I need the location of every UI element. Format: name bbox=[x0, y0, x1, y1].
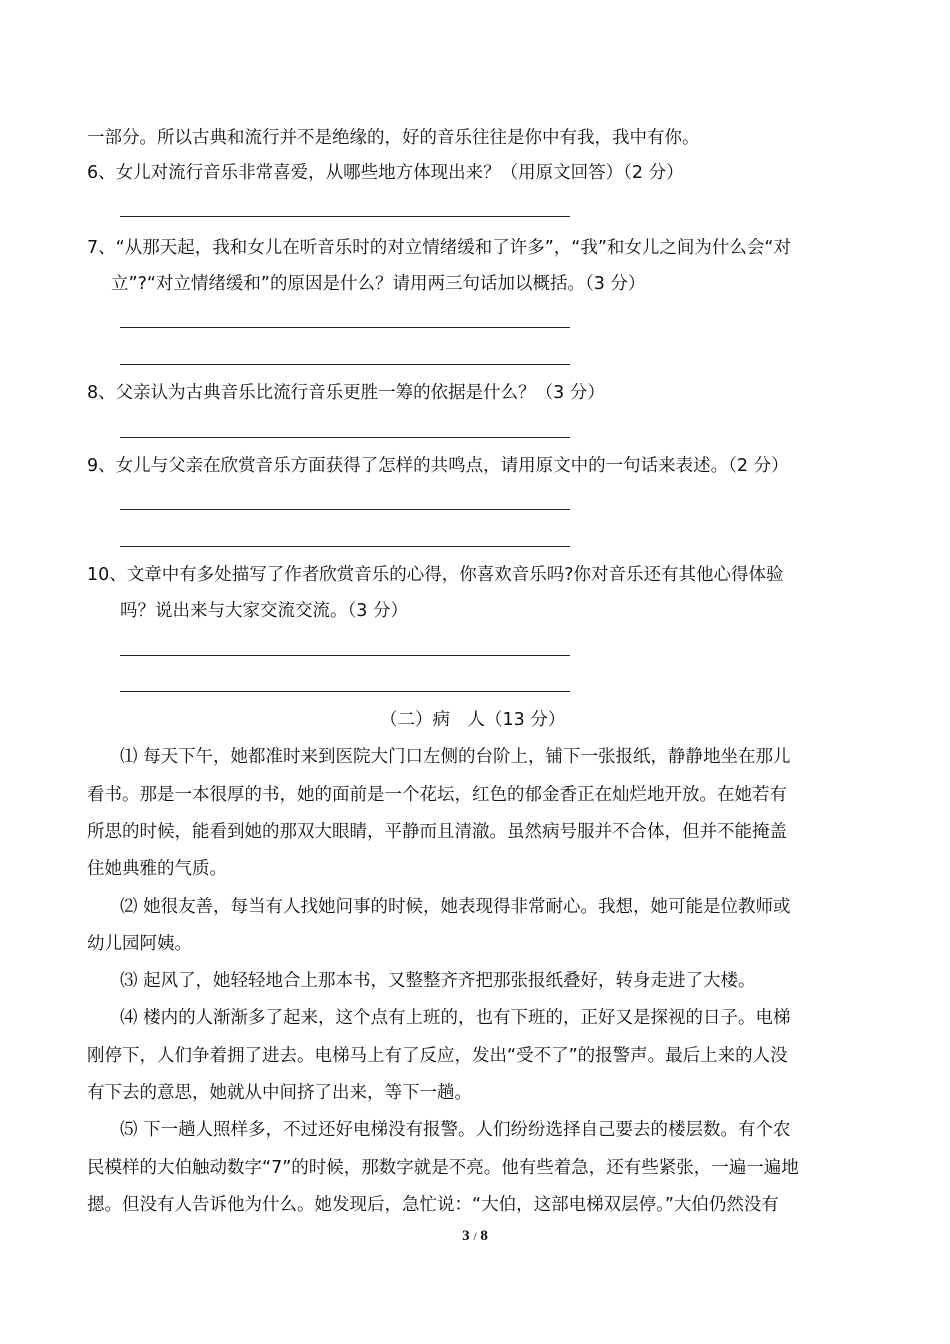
paragraph-2-line1: ⑵ 她很友善，每当有人找她问事的时候，她表现得非常耐心。我想，她可能是位教师或 bbox=[120, 897, 791, 917]
paragraph-4-line3: 有下去的意思，她就从中间挤了出来，等下一趟。 bbox=[87, 1083, 472, 1103]
question-8: 8、父亲认为古典音乐比流行音乐更胜一筹的依据是什么？（3 分） bbox=[87, 383, 605, 403]
answer-line-q10-2[interactable] bbox=[120, 691, 570, 692]
question-9: 9、女儿与父亲在欣赏音乐方面获得了怎样的共鸣点，请用原文中的一句话来表述。（2 分） bbox=[87, 456, 789, 476]
paragraph-1-line2: 看书。那是一本很厚的书，她的面前是一个花坛，红色的郁金香正在灿烂地开放。在她若有 bbox=[87, 785, 787, 805]
answer-line-q9-2[interactable] bbox=[120, 546, 570, 547]
page-current: 3 bbox=[462, 1228, 470, 1244]
question-10-line1: 10、文章中有多处描写了作者欣赏音乐的心得，你喜欢音乐吗?你对音乐还有其他心得体验 bbox=[87, 565, 784, 585]
answer-line-q6[interactable] bbox=[120, 216, 570, 217]
paragraph-5-line3: 摁。但没有人告诉他为什么。她发现后，急忙说：“大伯，这部电梯双层停。”大伯仍然没有 bbox=[87, 1195, 779, 1215]
answer-line-q8[interactable] bbox=[120, 437, 570, 438]
page-total: 8 bbox=[480, 1228, 488, 1244]
question-7-line2: 立”?“对立情绪缓和”的原因是什么？请用两三句话加以概括。（3 分） bbox=[111, 274, 646, 294]
paragraph-1-line3: 所思的时候，能看到她的那双大眼睛，平静而且清澈。虽然病号服并不合体，但并不能掩盖 bbox=[87, 822, 787, 842]
paragraph-4-line1: ⑷ 楼内的人渐渐多了起来，这个点有上班的，也有下班的，正好又是探视的日子。电梯 bbox=[120, 1008, 791, 1028]
section-title: （二）病 人（13 分） bbox=[380, 710, 566, 730]
paragraph-1-line4: 住她典雅的气质。 bbox=[87, 859, 227, 879]
answer-line-q10-1[interactable] bbox=[120, 655, 570, 656]
answer-line-q9-1[interactable] bbox=[120, 509, 570, 510]
question-6: 6、女儿对流行音乐非常喜爱，从哪些地方体现出来？（用原文回答）（2 分） bbox=[87, 163, 684, 183]
question-7-line1: 7、“从那天起，我和女儿在听音乐时的对立情绪缓和了许多”，“我”和女儿之间为什么会“对 bbox=[87, 238, 791, 258]
paragraph-5-line1: ⑸ 下一趟人照样多，不过还好电梯没有报警。人们纷纷选择自己要去的楼层数。有个农 bbox=[120, 1120, 791, 1140]
question-10-line2: 吗？说出来与大家交流交流。（3 分） bbox=[120, 601, 408, 621]
answer-line-q7-1[interactable] bbox=[120, 327, 570, 328]
paragraph-3-line1: ⑶ 起风了，她轻轻地合上那本书，又整整齐齐把那张报纸叠好，转身走进了大楼。 bbox=[120, 971, 756, 991]
page-separator: / bbox=[473, 1229, 477, 1243]
answer-line-q7-2[interactable] bbox=[120, 364, 570, 365]
intro-line: 一部分。所以古典和流行并不是绝缘的，好的音乐往往是你中有我，我中有你。 bbox=[87, 128, 700, 148]
paragraph-5-line2: 民模样的大伯触动数字“7”的时候，那数字就是不亮。他有些着急，还有些紧张，一遍一遍地 bbox=[87, 1158, 799, 1178]
paragraph-2-line2: 幼儿园阿姨。 bbox=[87, 934, 192, 954]
paragraph-4-line2: 刚停下，人们争着拥了进去。电梯马上有了反应，发出“受不了”的报警声。最后上来的人没 bbox=[87, 1046, 788, 1066]
page-number bbox=[0, 1228, 950, 1245]
paragraph-1-line1: ⑴ 每天下午，她都准时来到医院大门口左侧的台阶上，铺下一张报纸，静静地坐在那儿 bbox=[120, 747, 791, 767]
